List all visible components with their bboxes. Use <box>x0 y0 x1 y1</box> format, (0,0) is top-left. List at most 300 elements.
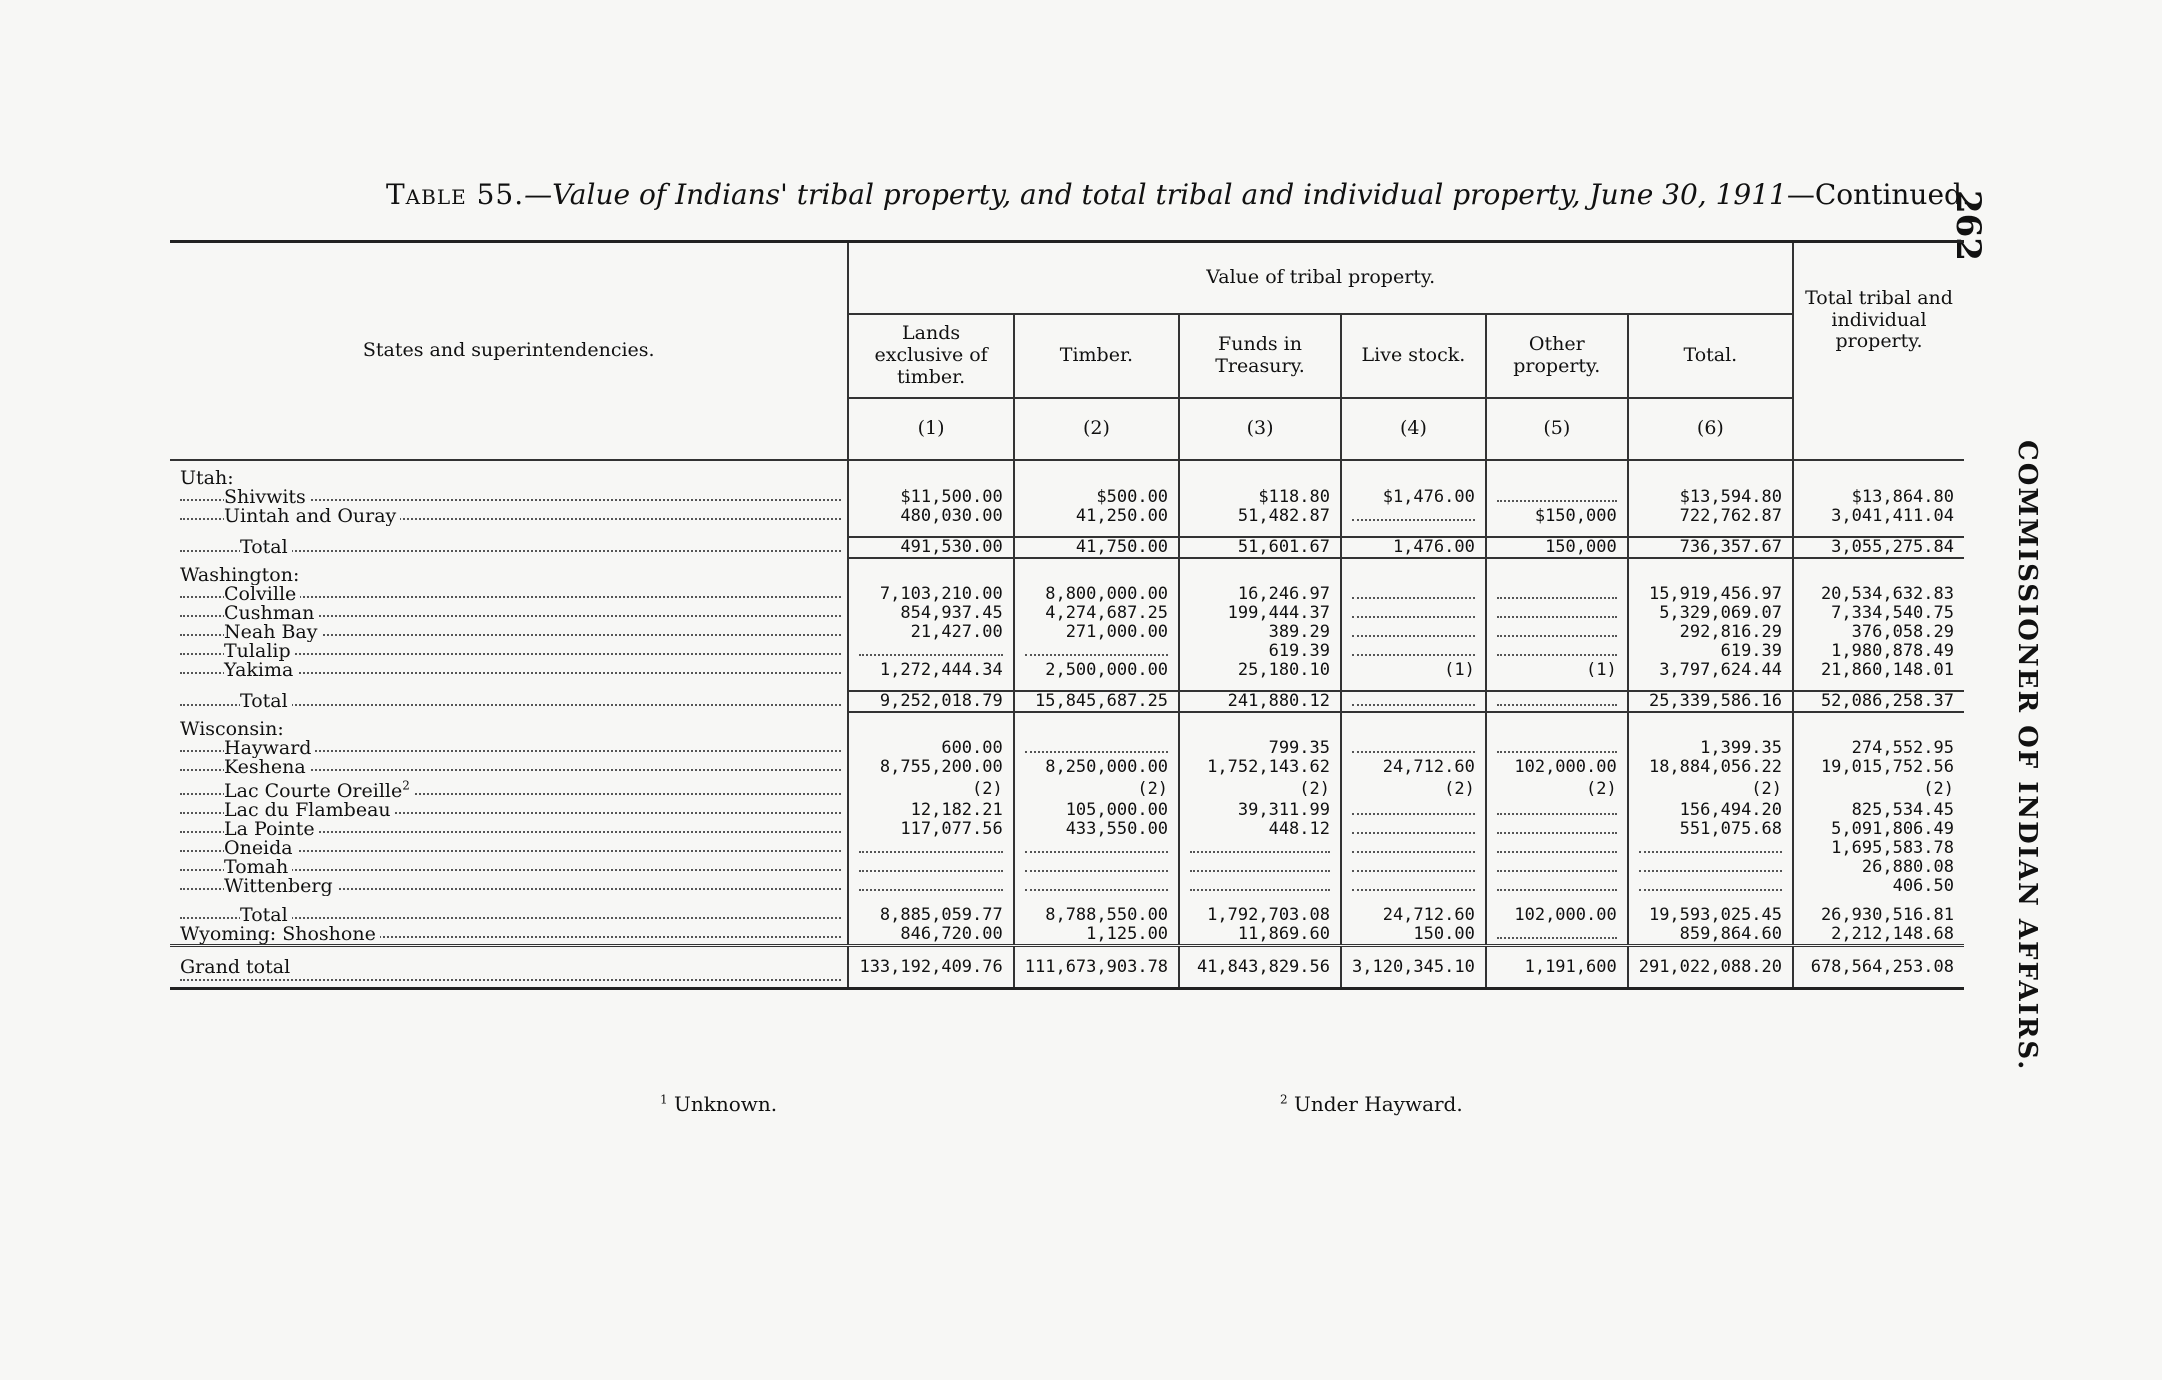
value-cell <box>1014 877 1179 896</box>
leader-dots <box>1352 642 1475 656</box>
leader-dots <box>1352 692 1475 706</box>
value-cell: 16,246.97 <box>1179 585 1341 604</box>
value-cell <box>1179 877 1341 896</box>
leader-dots <box>1190 877 1330 891</box>
value-cell <box>1341 877 1486 896</box>
empty-cell <box>848 558 1013 585</box>
row-label-text: Lac Courte Oreille$^2$ <box>224 780 414 801</box>
empty-cell <box>1341 460 1486 488</box>
value-cell: (1) <box>1341 661 1486 680</box>
col-other-header: Other property. <box>1486 314 1628 398</box>
value-cell <box>1341 820 1486 839</box>
value-cell <box>1179 858 1341 877</box>
value-cell: 8,800,000.00 <box>1014 585 1179 604</box>
col-4-number: (4) <box>1341 398 1486 460</box>
value-cell: 3,041,411.04 <box>1793 507 1964 526</box>
leader-dots <box>1025 739 1168 753</box>
leader-dots <box>1025 642 1168 656</box>
value-cell: 26,930,516.81 <box>1793 906 1964 925</box>
value-cell <box>1341 585 1486 604</box>
col-2-number: (2) <box>1014 398 1179 460</box>
value-cell: 150,000 <box>1486 537 1628 558</box>
col-funds-header: Funds in Treasury. <box>1179 314 1341 398</box>
value-cell <box>1341 839 1486 858</box>
value-cell <box>1486 585 1628 604</box>
value-cell: 448.12 <box>1179 820 1341 839</box>
spacer-cell <box>1793 680 1964 691</box>
value-cell: 389.29 <box>1179 623 1341 642</box>
value-cell: 241,880.12 <box>1179 691 1341 712</box>
row-label-text: Total <box>240 537 292 558</box>
value-cell: $1,476.00 <box>1341 488 1486 507</box>
state-heading-text: Utah: <box>180 467 238 488</box>
col-1-number: (1) <box>848 398 1013 460</box>
leader-dots <box>1025 877 1168 891</box>
empty-cell <box>1014 460 1179 488</box>
leader-dots <box>1497 623 1617 637</box>
row-label <box>170 642 848 661</box>
value-cell: 292,816.29 <box>1628 623 1793 642</box>
value-cell: 722,762.87 <box>1628 507 1793 526</box>
value-cell: 150.00 <box>1341 925 1486 946</box>
value-cell: 854,937.45 <box>848 604 1013 623</box>
value-cell: 105,000.00 <box>1014 801 1179 820</box>
value-cell <box>848 642 1013 661</box>
empty-cell <box>1341 558 1486 585</box>
spacer-cell <box>1014 526 1179 537</box>
value-cell: $118.80 <box>1179 488 1341 507</box>
value-cell <box>1341 642 1486 661</box>
value-cell: 11,869.60 <box>1179 925 1341 946</box>
col-7-blank <box>1793 398 1964 460</box>
value-cell <box>1341 739 1486 758</box>
value-cell: 600.00 <box>848 739 1013 758</box>
value-cell: 8,755,200.00 <box>848 758 1013 777</box>
col-lands-header: Lands exclusive of timber. <box>848 314 1013 398</box>
value-cell <box>1486 623 1628 642</box>
value-cell: 117,077.56 <box>848 820 1013 839</box>
spacer-cell <box>1341 526 1486 537</box>
row-label <box>170 585 848 604</box>
row-label-text: Wittenberg <box>224 877 337 896</box>
table-row <box>170 488 1964 507</box>
leader-dots <box>1352 585 1475 599</box>
value-cell: 619.39 <box>1179 642 1341 661</box>
value-cell <box>1341 507 1486 526</box>
empty-cell <box>848 712 1013 739</box>
row-label <box>170 801 848 820</box>
state-heading-text: Washington: <box>180 564 303 585</box>
value-cell: 18,884,056.22 <box>1628 758 1793 777</box>
row-label-text: Yakima <box>224 661 297 680</box>
leader-dots <box>1497 692 1617 706</box>
value-cell <box>1486 839 1628 858</box>
value-cell: (2) <box>1486 777 1628 801</box>
value-cell: 1,476.00 <box>1341 537 1486 558</box>
row-label-text: Neah Bay <box>224 623 322 642</box>
value-cell <box>1486 925 1628 946</box>
row-label <box>170 946 848 989</box>
table-row <box>170 877 1964 896</box>
value-cell: (1) <box>1486 661 1628 680</box>
leader-dots <box>1352 739 1475 753</box>
row-label-text: Wyoming: Shoshone <box>180 925 380 945</box>
row-label <box>170 661 848 680</box>
states-column-header: States and superintendencies. <box>170 242 848 461</box>
value-cell: 15,845,687.25 <box>1014 691 1179 712</box>
row-label-text: Uintah and Ouray <box>224 507 400 526</box>
value-cell: 25,339,586.16 <box>1628 691 1793 712</box>
value-cell: 199,444.37 <box>1179 604 1341 623</box>
value-cell: 1,980,878.49 <box>1793 642 1964 661</box>
value-cell: 406.50 <box>1793 877 1964 896</box>
value-cell: 1,125.00 <box>1014 925 1179 946</box>
col-total-header: Total. <box>1628 314 1793 398</box>
value-cell <box>1014 739 1179 758</box>
value-cell: 51,601.67 <box>1179 537 1341 558</box>
leader-dots <box>1190 839 1330 853</box>
value-cell: 156,494.20 <box>1628 801 1793 820</box>
row-label-text: Tomah <box>224 858 292 877</box>
value-cell <box>1486 604 1628 623</box>
state-heading-row <box>170 712 1964 739</box>
empty-cell <box>1014 712 1179 739</box>
leader-dots <box>1352 877 1475 891</box>
row-label <box>170 777 848 801</box>
table-row <box>170 642 1964 661</box>
value-cell: $500.00 <box>1014 488 1179 507</box>
value-cell: 5,329,069.07 <box>1628 604 1793 623</box>
value-cell: $13,594.80 <box>1628 488 1793 507</box>
value-cell: (2) <box>1793 777 1964 801</box>
empty-cell <box>848 460 1013 488</box>
footnote-2: $^2$ Under Hayward. <box>1280 1092 1463 1116</box>
value-cell: 7,334,540.75 <box>1793 604 1964 623</box>
value-cell: 859,864.60 <box>1628 925 1793 946</box>
leader-dots <box>859 642 1002 656</box>
value-cell <box>1014 642 1179 661</box>
empty-cell <box>1793 460 1964 488</box>
value-cell: 21,860,148.01 <box>1793 661 1964 680</box>
row-label <box>170 820 848 839</box>
value-cell: 799.35 <box>1179 739 1341 758</box>
value-cell: 736,357.67 <box>1628 537 1793 558</box>
value-cell: 26,880.08 <box>1793 858 1964 877</box>
value-cell <box>1486 488 1628 507</box>
value-cell <box>1341 691 1486 712</box>
table-row <box>170 585 1964 604</box>
value-cell <box>1014 839 1179 858</box>
value-cell: 291,022,088.20 <box>1628 946 1793 989</box>
value-cell: 1,792,703.08 <box>1179 906 1341 925</box>
value-cell <box>848 858 1013 877</box>
value-cell <box>1486 801 1628 820</box>
value-cell <box>1341 604 1486 623</box>
state-heading-text: Wisconsin: <box>180 718 288 739</box>
row-label <box>170 839 848 858</box>
value-cell <box>848 877 1013 896</box>
spacer-cell <box>1486 526 1628 537</box>
row-label-text: Total <box>240 691 292 712</box>
leader-dots <box>1352 820 1475 834</box>
value-cell: 491,530.00 <box>848 537 1013 558</box>
spacer-cell <box>1486 680 1628 691</box>
value-cell: 376,058.29 <box>1793 623 1964 642</box>
spacer-cell <box>1179 680 1341 691</box>
value-cell: 102,000.00 <box>1486 758 1628 777</box>
value-cell <box>1486 739 1628 758</box>
col-livestock-header: Live stock. <box>1341 314 1486 398</box>
spacer-label <box>170 680 848 691</box>
value-cell: 15,919,456.97 <box>1628 585 1793 604</box>
table-row <box>170 777 1964 801</box>
leader-dots <box>1497 820 1617 834</box>
table-row <box>170 507 1964 526</box>
row-label-text: Total <box>240 906 292 925</box>
row-label-text: Grand total <box>180 956 294 978</box>
value-cell: 21,427.00 <box>848 623 1013 642</box>
empty-cell <box>1179 712 1341 739</box>
empty-cell <box>1341 712 1486 739</box>
value-cell: 1,752,143.62 <box>1179 758 1341 777</box>
page-number: 262 <box>1948 190 1988 261</box>
running-title: COMMISSIONER OF INDIAN AFFAIRS. <box>2012 440 2042 1072</box>
state-heading-row <box>170 460 1964 488</box>
value-cell <box>1179 839 1341 858</box>
value-cell: 551,075.68 <box>1628 820 1793 839</box>
value-cell: 619.39 <box>1628 642 1793 661</box>
empty-cell <box>1179 460 1341 488</box>
value-cell: 4,274,687.25 <box>1014 604 1179 623</box>
value-cell: 52,086,258.37 <box>1793 691 1964 712</box>
empty-cell <box>1628 558 1793 585</box>
empty-cell <box>1179 558 1341 585</box>
value-cell <box>1486 820 1628 839</box>
leader-dots <box>1497 925 1617 939</box>
row-label-text: Tulalip <box>224 642 295 661</box>
value-cell <box>1341 801 1486 820</box>
value-cell <box>1628 858 1793 877</box>
row-label-text: Lac du Flambeau <box>224 801 395 820</box>
table-caption: —Value of Indians' tribal property, and total tribal and individual property, June 30, 1911 <box>524 178 1787 211</box>
value-cell: 825,534.45 <box>1793 801 1964 820</box>
col-5-number: (5) <box>1486 398 1628 460</box>
col-6-number: (6) <box>1628 398 1793 460</box>
value-cell: 271,000.00 <box>1014 623 1179 642</box>
state-heading <box>170 712 848 739</box>
total-tribal-individual-header: Total tribal and individual property. <box>1793 242 1964 399</box>
leader-dots <box>1497 839 1617 853</box>
row-spacer <box>170 680 1964 691</box>
row-label <box>170 906 848 925</box>
value-cell <box>1341 623 1486 642</box>
value-cell: 25,180.10 <box>1179 661 1341 680</box>
leader-dots <box>1497 585 1617 599</box>
continued-label: —Continued. <box>1786 178 1971 211</box>
row-label <box>170 758 848 777</box>
value-cell: 41,843,829.56 <box>1179 946 1341 989</box>
value-cell <box>1628 877 1793 896</box>
row-label-text: Cushman <box>224 604 318 623</box>
table-row <box>170 661 1964 680</box>
row-label <box>170 488 848 507</box>
value-cell <box>1486 858 1628 877</box>
row-label <box>170 604 848 623</box>
value-cell: 8,250,000.00 <box>1014 758 1179 777</box>
row-label-text: Hayward <box>224 739 315 758</box>
value-cell: 3,797,624.44 <box>1628 661 1793 680</box>
table-row <box>170 623 1964 642</box>
row-label <box>170 623 848 642</box>
value-cell: 2,212,148.68 <box>1793 925 1964 946</box>
leader-dots <box>1352 507 1475 521</box>
leader-dots <box>1352 801 1475 815</box>
value-cell: 7,103,210.00 <box>848 585 1013 604</box>
value-cell: 433,550.00 <box>1014 820 1179 839</box>
value-cell: $150,000 <box>1486 507 1628 526</box>
leader-dots <box>1639 858 1782 872</box>
value-cell: 1,399.35 <box>1628 739 1793 758</box>
col-timber-header: Timber. <box>1014 314 1179 398</box>
col-3-number: (3) <box>1179 398 1341 460</box>
leader-dots <box>1497 858 1617 872</box>
value-cell: 24,712.60 <box>1341 906 1486 925</box>
empty-cell <box>1628 460 1793 488</box>
empty-cell <box>1486 712 1628 739</box>
value-cell: 24,712.60 <box>1341 758 1486 777</box>
state-heading <box>170 460 848 488</box>
value-cell: 12,182.21 <box>848 801 1013 820</box>
value-cell: 20,534,632.83 <box>1793 585 1964 604</box>
value-cell: 41,750.00 <box>1014 537 1179 558</box>
table-row <box>170 925 1964 946</box>
leader-dots <box>1352 839 1475 853</box>
leader-dots <box>1497 877 1617 891</box>
state-heading <box>170 558 848 585</box>
value-cell <box>1628 839 1793 858</box>
value-cell: 133,192,409.76 <box>848 946 1013 989</box>
leader-dots <box>1497 642 1617 656</box>
row-label-text: Shivwits <box>224 488 310 507</box>
row-label <box>170 739 848 758</box>
leader-dots <box>859 858 1002 872</box>
value-cell: 5,091,806.49 <box>1793 820 1964 839</box>
value-cell: 480,030.00 <box>848 507 1013 526</box>
value-cell: 1,695,583.78 <box>1793 839 1964 858</box>
table-row <box>170 758 1964 777</box>
empty-cell <box>1628 712 1793 739</box>
value-cell: 111,673,903.78 <box>1014 946 1179 989</box>
row-label <box>170 507 848 526</box>
row-label-text: La Pointe <box>224 820 319 839</box>
table-row <box>170 858 1964 877</box>
value-cell: 41,250.00 <box>1014 507 1179 526</box>
row-label <box>170 925 848 946</box>
value-cell: 102,000.00 <box>1486 906 1628 925</box>
tribal-group-header: Value of tribal property. <box>848 242 1793 315</box>
property-table <box>170 240 1964 990</box>
value-cell <box>1014 858 1179 877</box>
value-cell: 846,720.00 <box>848 925 1013 946</box>
leader-dots <box>1352 604 1475 618</box>
row-label-text: Keshena <box>224 758 310 777</box>
value-cell: (2) <box>1341 777 1486 801</box>
empty-cell <box>1793 558 1964 585</box>
state-heading-row <box>170 558 1964 585</box>
table-body <box>170 460 1964 989</box>
table-row <box>170 839 1964 858</box>
table-label: Table 55. <box>386 178 525 211</box>
table-row <box>170 946 1964 989</box>
table-row <box>170 906 1964 925</box>
row-label <box>170 537 848 558</box>
row-label <box>170 858 848 877</box>
value-cell: 1,191,600 <box>1486 946 1628 989</box>
leader-dots <box>1025 858 1168 872</box>
spacer-cell <box>1341 680 1486 691</box>
leader-dots <box>1025 839 1168 853</box>
value-cell <box>1486 691 1628 712</box>
leader-dots <box>1497 801 1617 815</box>
table-row <box>170 691 1964 712</box>
value-cell: $13,864.80 <box>1793 488 1964 507</box>
value-cell: 1,272,444.34 <box>848 661 1013 680</box>
table-row <box>170 604 1964 623</box>
spacer-cell <box>1793 526 1964 537</box>
spacer-cell <box>848 680 1013 691</box>
value-cell <box>1486 877 1628 896</box>
value-cell: 3,120,345.10 <box>1341 946 1486 989</box>
empty-cell <box>1486 558 1628 585</box>
value-cell: 8,885,059.77 <box>848 906 1013 925</box>
value-cell: 2,500,000.00 <box>1014 661 1179 680</box>
leader-dots <box>859 839 1002 853</box>
leader-dots <box>1639 877 1782 891</box>
value-cell: (2) <box>1014 777 1179 801</box>
value-cell: 678,564,253.08 <box>1793 946 1964 989</box>
empty-cell <box>1486 460 1628 488</box>
value-cell: 3,055,275.84 <box>1793 537 1964 558</box>
row-spacer <box>170 526 1964 537</box>
row-label-text: Colville <box>224 585 300 604</box>
value-cell <box>848 839 1013 858</box>
leader-dots <box>1352 623 1475 637</box>
row-label <box>170 691 848 712</box>
spacer-cell <box>848 526 1013 537</box>
value-cell: 51,482.87 <box>1179 507 1341 526</box>
value-cell: (2) <box>1628 777 1793 801</box>
table-title <box>386 178 1971 211</box>
footnote-1: $^1$ Unknown. <box>660 1092 778 1116</box>
table-row <box>170 820 1964 839</box>
value-cell: 274,552.95 <box>1793 739 1964 758</box>
spacer-cell <box>1014 680 1179 691</box>
row-label-text: Oneida <box>224 839 297 858</box>
value-cell: (2) <box>848 777 1013 801</box>
spacer-cell <box>1179 526 1341 537</box>
value-cell <box>1341 858 1486 877</box>
row-label <box>170 877 848 896</box>
leader-dots <box>1497 604 1617 618</box>
table-row <box>170 801 1964 820</box>
leader-dots <box>1190 858 1330 872</box>
value-cell: (2) <box>1179 777 1341 801</box>
table-row <box>170 739 1964 758</box>
value-cell: 8,788,550.00 <box>1014 906 1179 925</box>
footnote-ref: 2 <box>402 779 410 793</box>
leader-dots <box>1639 839 1782 853</box>
value-cell: 39,311.99 <box>1179 801 1341 820</box>
